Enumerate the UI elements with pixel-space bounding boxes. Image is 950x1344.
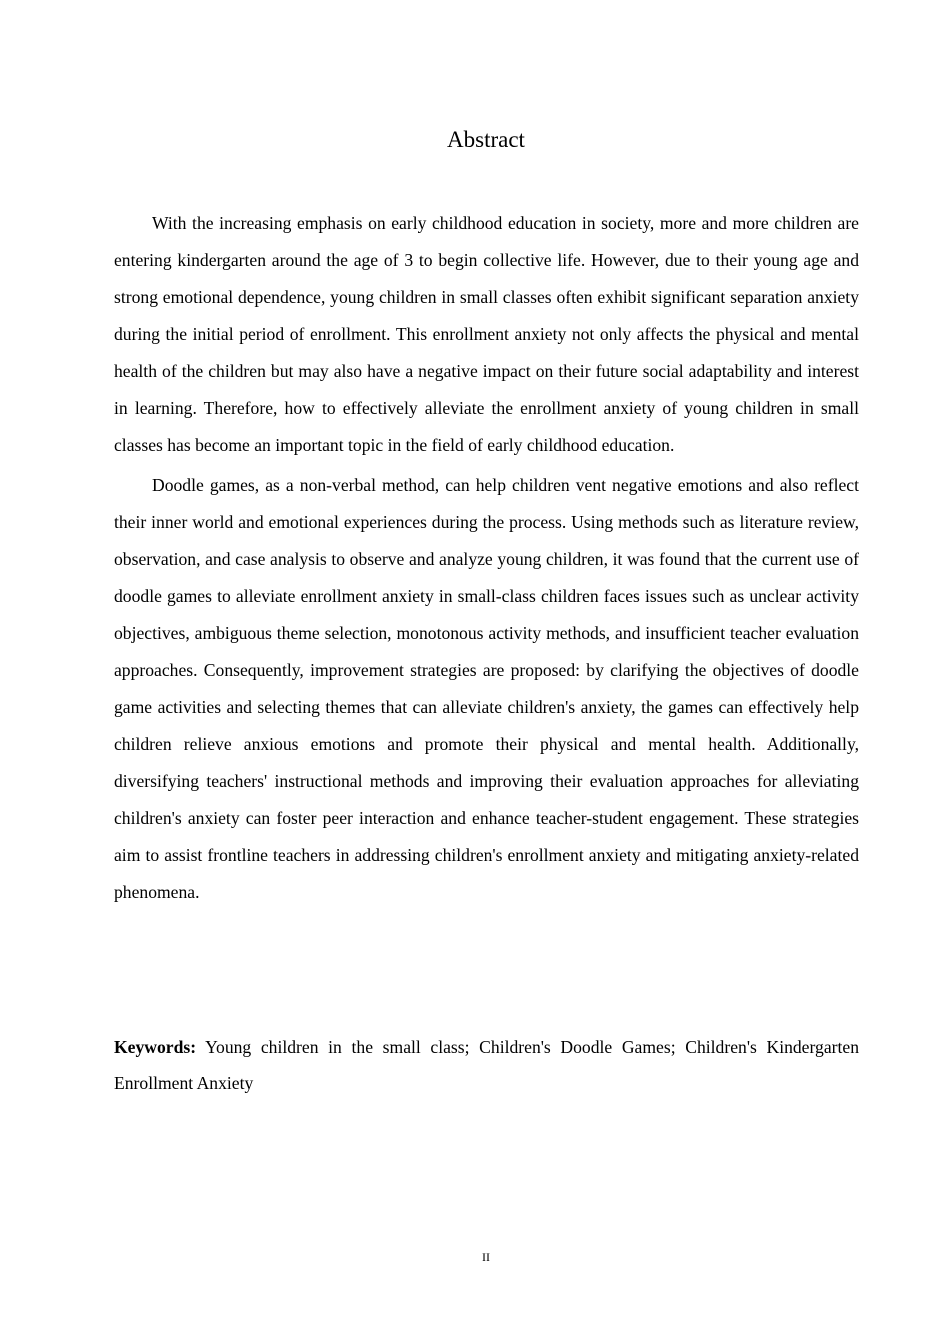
page-number: II (482, 1250, 490, 1264)
abstract-paragraph-2: Doodle games, as a non-verbal method, can help children vent negative emotions and also reflect their inner world and emotional experiences during the process. Using methods such as literature review, observation, and case analysis to observe and analyze young children, it was found that the current use of doodle games to alleviate enrollment anxiety in small-class children faces issues such as unclear activity objectives, ambiguous theme selection, monotonous activity methods, and insufficient teacher evaluation approaches. Consequently, improvement strategies are proposed: by clarifying the objectives of doodle game activities and selecting themes that can alleviate children's anxiety, the games can effectively help children relieve anxious emotions and promote their physical and mental health. Additionally, diversifying teachers' instructional methods and improving their evaluation approaches for alleviating children's anxiety can foster peer interaction and enhance teacher-student engagement. These strategies aim to assist frontline teachers in addressing children's enrollment anxiety and mitigating anxiety-related phenomena. (114, 475, 859, 902)
keywords-line (114, 1029, 859, 1101)
abstract-body (114, 205, 859, 914)
page-title: Abstract (447, 127, 525, 152)
keywords-text: Young children in the small class; Children's Doodle Games; Children's Kindergarten Enrollment Anxiety (114, 1037, 859, 1093)
abstract-paragraph-1: With the increasing emphasis on early childhood education in society, more and more children are entering kindergarten around the age of 3 to begin collective life. However, due to their young age and strong emotional dependence, young children in small classes often exhibit significant separation anxiety during the initial period of enrollment. This enrollment anxiety not only affects the physical and mental health of the children but may also have a negative impact on their future social adaptability and interest in learning. Therefore, how to effectively alleviate the enrollment anxiety of young children in small classes has become an important topic in the field of early childhood education. (114, 213, 859, 455)
keywords-label: Keywords: (114, 1037, 197, 1057)
